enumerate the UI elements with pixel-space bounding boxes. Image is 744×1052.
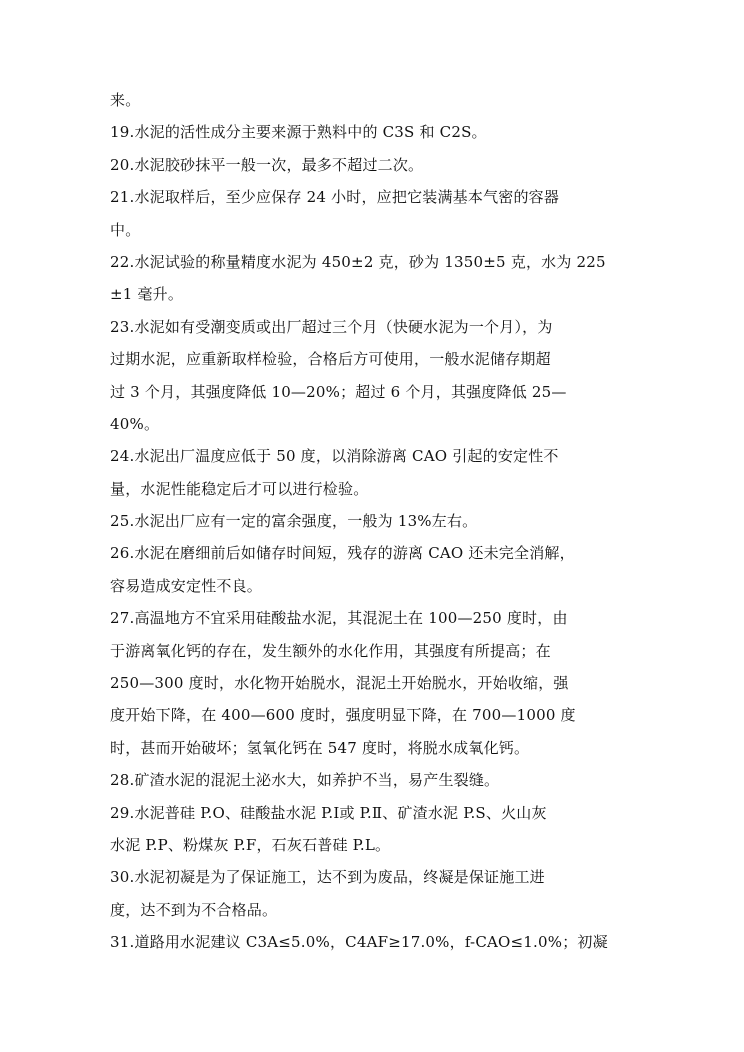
text-line-12: 24.水泥出厂温度应低于 50 度，以消除游离 CAO 引起的安定性不 — [110, 447, 559, 466]
text-line-21: 时，甚而开始破坏；氢氧化钙在 547 度时，将脱水成氧化钙。 — [110, 738, 530, 757]
text-line-09: 过期水泥，应重新取样检验，合格后方可使用，一般水泥储存期超 — [110, 350, 551, 369]
text-line-14: 25.水泥出厂应有一定的富余强度，一般为 13%左右。 — [110, 512, 478, 531]
text-line-26: 度，达不到为不合格品。 — [110, 900, 278, 919]
text-line-24: 水泥 P.P、粉煤灰 P.F，石灰石普硅 P.L。 — [110, 835, 391, 854]
text-line-16: 容易造成安定性不良。 — [110, 576, 263, 595]
text-line-10: 过 3 个月，其强度降低 10—20%；超过 6 个月，其强度降低 25— — [110, 382, 567, 401]
text-line-22: 28.矿渣水泥的混泥土泌水大，如养护不当，易产生裂缝。 — [110, 771, 500, 790]
text-line-02: 19.水泥的活性成分主要来源于熟料中的 C3S 和 C2S。 — [110, 123, 487, 142]
text-line-25: 30.水泥初凝是为了保证施工，达不到为废品，终凝是保证施工进 — [110, 868, 545, 887]
text-line-23: 29.水泥普硅 P.O、硅酸盐水泥 P.Ⅰ或 P.Ⅱ、矿渣水泥 P.S、火山灰 — [110, 803, 547, 822]
text-line-27: 31.道路用水泥建议 C3A≤5.0%，C4AF≥17.0%，f-CAO≤1.0%；初凝 — [110, 933, 608, 952]
text-line-18: 于游离氧化钙的存在，发生额外的水化作用，其强度有所提高；在 — [110, 641, 551, 660]
text-line-08: 23.水泥如有受潮变质或出厂超过三个月（快硬水泥为一个月），为 — [110, 317, 553, 336]
text-line-05: 中。 — [110, 220, 141, 239]
text-line-15: 26.水泥在磨细前后如储存时间短，残存的游离 CAO 还未完全消解， — [110, 544, 575, 563]
text-line-07: ±1 毫升。 — [110, 285, 184, 304]
text-line-11: 40%。 — [110, 414, 160, 433]
text-line-06: 22.水泥试验的称量精度水泥为 450±2 克，砂为 1350±5 克，水为 225 — [110, 252, 606, 271]
text-line-03: 20.水泥胶砂抹平一般一次，最多不超过二次。 — [110, 155, 424, 174]
text-line-17: 27.高温地方不宜采用硅酸盐水泥，其混泥土在 100—250 度时，由 — [110, 609, 568, 628]
document-page — [110, 84, 634, 959]
text-line-01: 来。 — [110, 91, 141, 109]
text-line-13: 量，水泥性能稳定后才可以进行检验。 — [110, 479, 369, 498]
text-line-20: 度开始下降，在 400—600 度时，强度明显下降，在 700—1000 度 — [110, 706, 576, 725]
text-line-19: 250—300 度时，水化物开始脱水，混泥土开始脱水，开始收缩，强 — [110, 674, 569, 693]
text-line-04: 21.水泥取样后，至少应保存 24 小时，应把它装满基本气密的容器 — [110, 188, 560, 207]
